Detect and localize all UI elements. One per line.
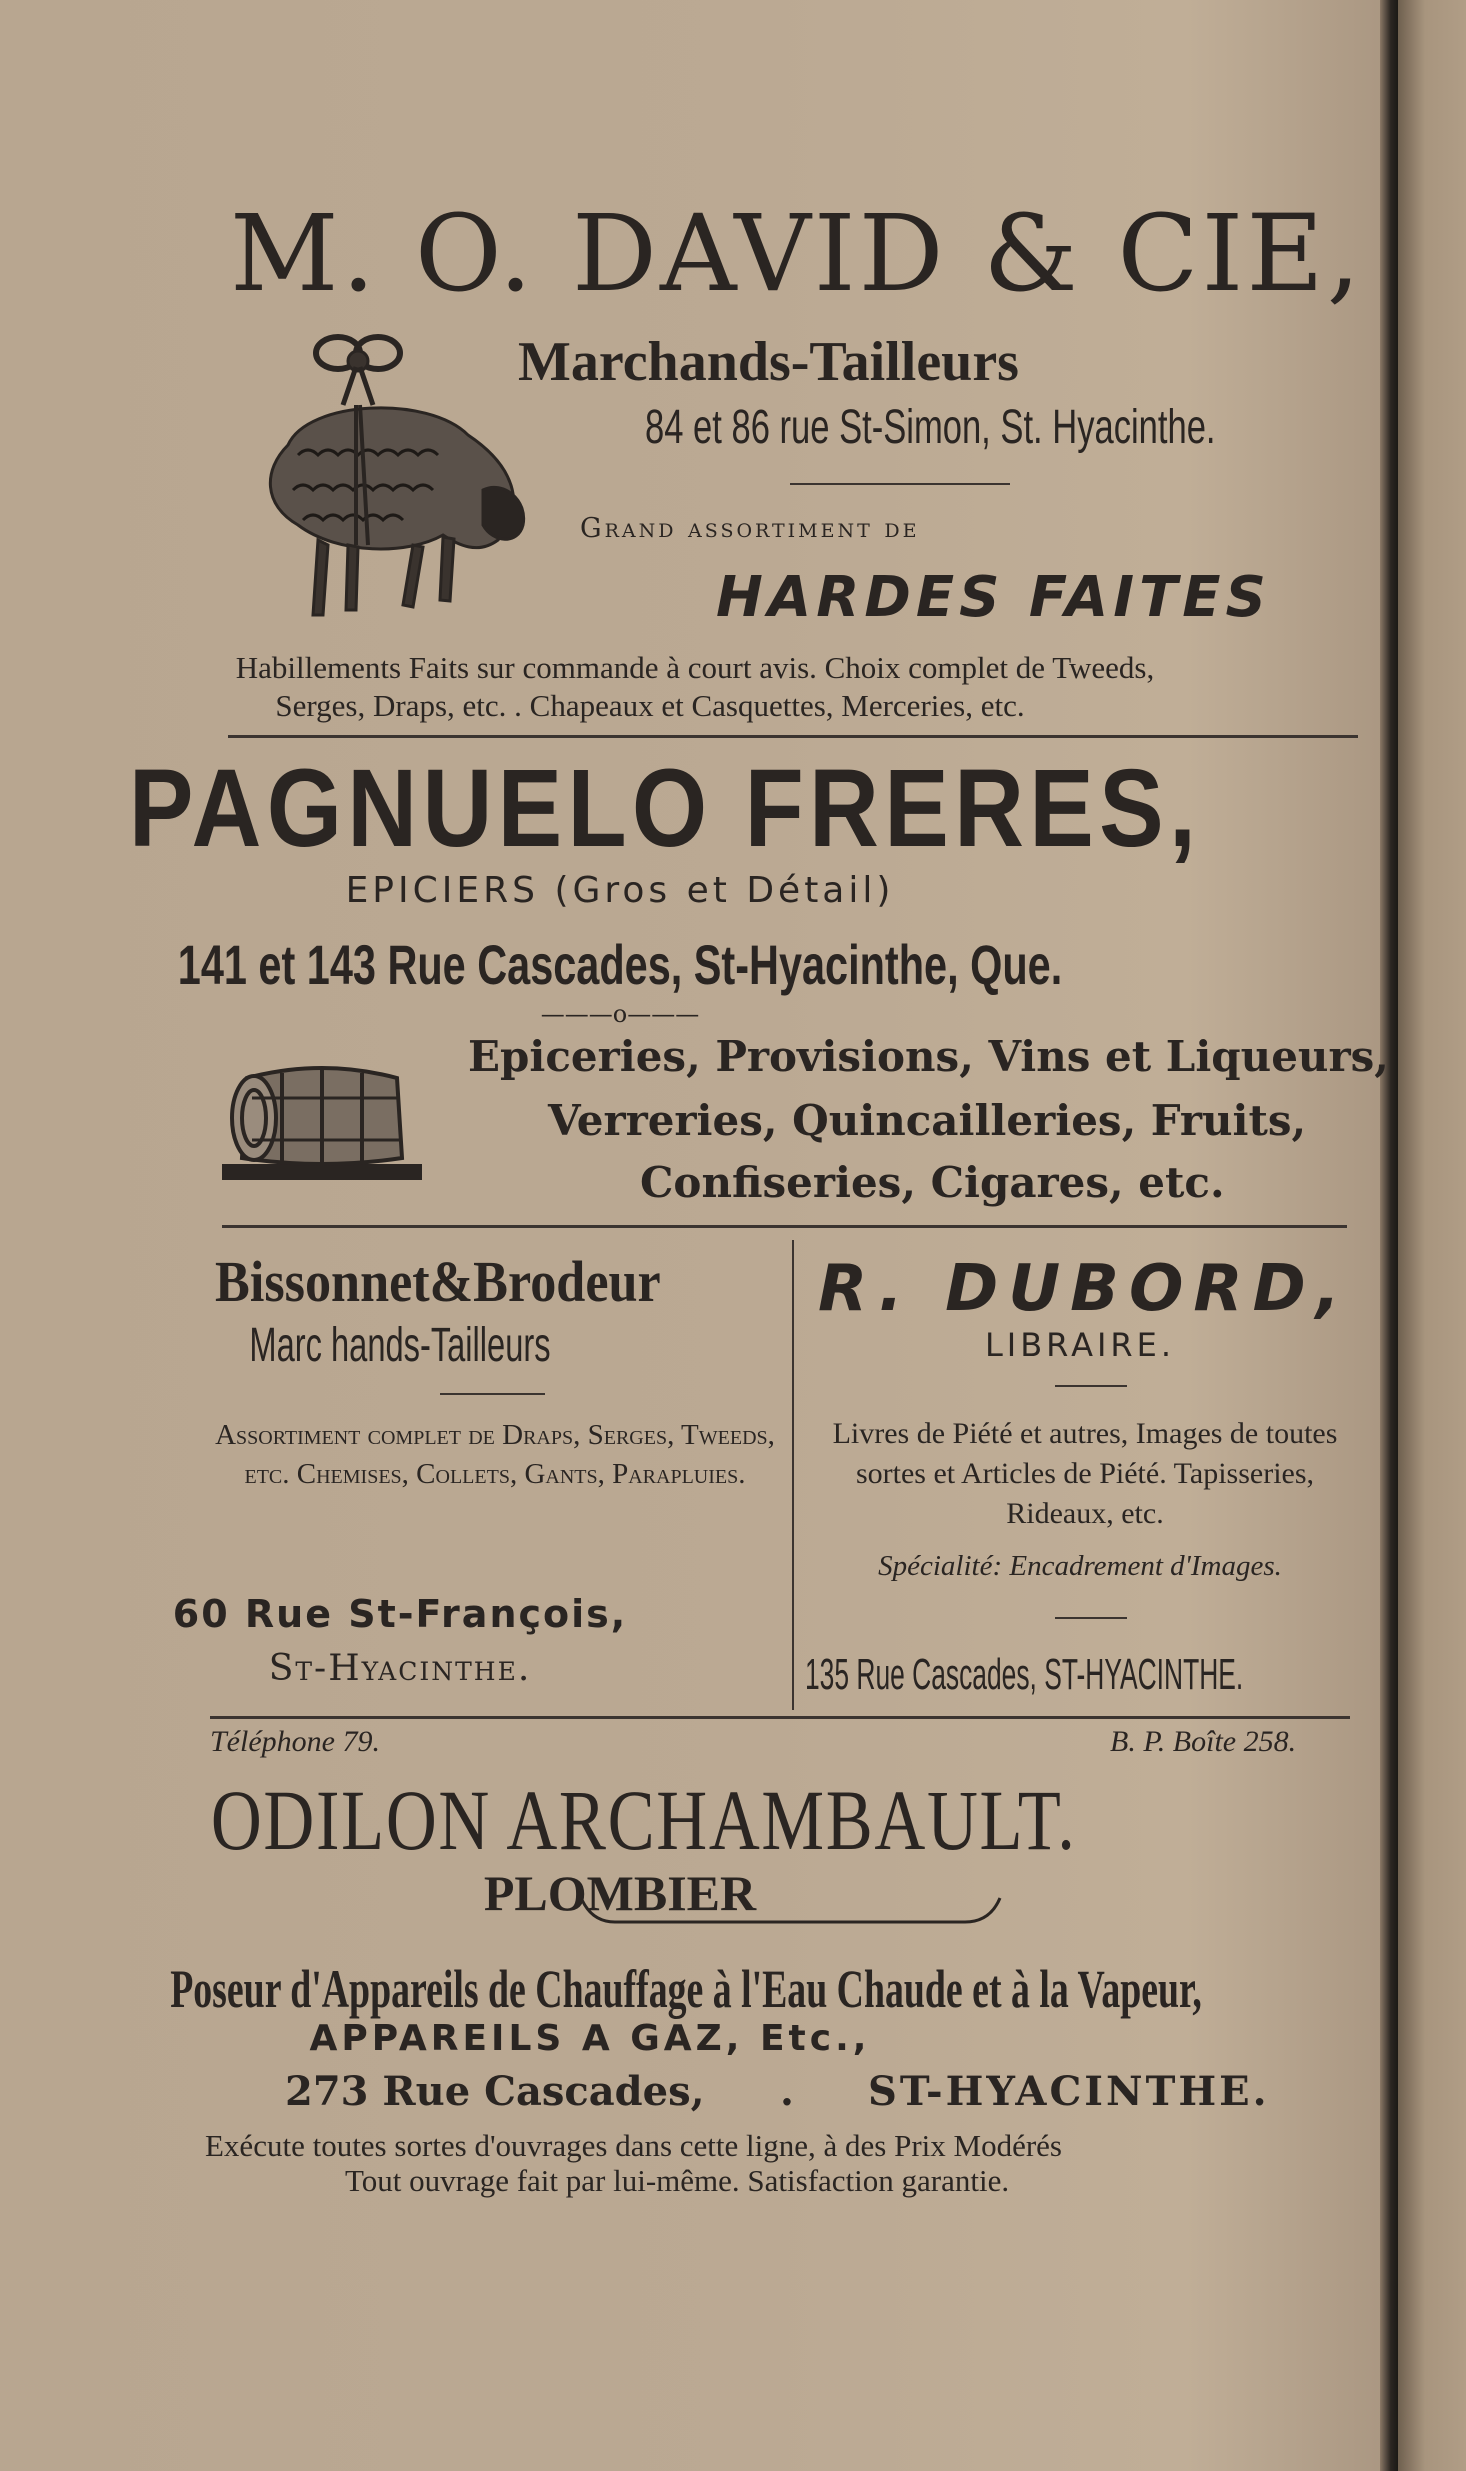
archambault-address: 273 Rue Cascades, bbox=[285, 2068, 705, 2115]
david-divider bbox=[790, 483, 1010, 485]
archambault-desc-line2: Tout ouvrage fait par lui-même. Satisfaction garantie. bbox=[345, 2163, 1010, 2198]
pagnuelo-subtitle: EPICIERS (Gros et Détail) bbox=[345, 870, 895, 911]
pagnuelo-line2: Verreries, Quincailleries, Fruits, bbox=[548, 1096, 1307, 1145]
bissonnet-city: St-Hyacinthe. bbox=[268, 1648, 532, 1689]
bissonnet-title: Bissonnet&Brodeur bbox=[215, 1249, 661, 1314]
plombier-underline bbox=[575, 1890, 1005, 1930]
column-divider bbox=[792, 1240, 794, 1710]
section-divider-3 bbox=[210, 1716, 1350, 1719]
bissonnet-description: Assortiment complet de Draps, Serges, Tweeds, etc. Chemises, Collets, Gants, Parapluies. bbox=[215, 1419, 775, 1491]
archambault-desc-line1: Exécute toutes sortes d'ouvrages dans cette ligne, à des Prix Modérés bbox=[205, 2128, 1062, 2163]
dubord-description: Livres de Piété et autres, Images de toutes sortes et Articles de Piété. Tapisseries, Rideaux, etc. bbox=[832, 1417, 1338, 1530]
archambault-telephone: Téléphone 79. bbox=[210, 1725, 380, 1758]
pagnuelo-title: PAGNUELO FRERES, bbox=[128, 747, 1202, 870]
david-headline: HARDES FAITES bbox=[716, 565, 1271, 630]
dubord-address: 135 Rue Cascades, ST-HYACINTHE. bbox=[805, 1650, 1244, 1699]
facing-page-edge bbox=[1398, 0, 1466, 2471]
bissonnet-address: 60 Rue St-François, bbox=[172, 1592, 628, 1636]
section-divider-2 bbox=[222, 1225, 1347, 1228]
archambault-line1: Poseur d'Appareils de Chauffage à l'Eau Chaude et à la Vapeur, bbox=[170, 1959, 1202, 2019]
dubord-subtitle: LIBRAIRE. bbox=[984, 1326, 1176, 1364]
archambault-title: ODILON ARCHAMBAULT. bbox=[210, 1772, 1077, 1868]
pagnuelo-address: 141 et 143 Rue Cascades, St-Hyacinthe, Que. bbox=[177, 933, 1063, 996]
sheep-icon bbox=[228, 305, 538, 635]
david-desc-line2: Serges, Draps, etc. . Chapeaux et Casquettes, Merceries, etc. bbox=[275, 688, 1025, 723]
pagnuelo-line1: Epiceries, Provisions, Vins et Liqueurs, bbox=[468, 1032, 1389, 1081]
bissonnet-divider bbox=[440, 1393, 545, 1395]
dubord-divider-1 bbox=[1055, 1385, 1127, 1387]
archambault-separator: . bbox=[780, 2068, 794, 2115]
dubord-divider-2 bbox=[1055, 1617, 1127, 1619]
archambault-subtitle: PLOMBIER bbox=[483, 1865, 757, 1921]
david-subtitle: Marchands-Tailleurs bbox=[518, 331, 1019, 393]
dubord-specialty: Spécialité: Encadrement d'Images. bbox=[878, 1550, 1282, 1582]
dubord-title: R. DUBORD, bbox=[818, 1252, 1351, 1326]
david-assortment: Grand assortiment de bbox=[580, 513, 920, 544]
archambault-line2: APPAREILS A GAZ, Etc., bbox=[309, 2018, 871, 2059]
archambault-po-box: B. P. Boîte 258. bbox=[1110, 1725, 1297, 1758]
bissonnet-subtitle: Marc hands-Tailleurs bbox=[249, 1319, 551, 1372]
barrel-icon bbox=[222, 1058, 422, 1183]
david-address: 84 et 86 rue St-Simon, St. Hyacinthe. bbox=[645, 401, 1216, 454]
pagnuelo-separator: ———o——— bbox=[540, 1000, 700, 1028]
david-title: M. O. DAVID & CIE, bbox=[230, 192, 1364, 315]
section-divider-1 bbox=[228, 735, 1358, 738]
david-desc-line1: Habillements Faits sur commande à court avis. Choix complet de Tweeds, bbox=[235, 650, 1155, 685]
book-spine bbox=[1380, 0, 1398, 2471]
pagnuelo-line3: Confiseries, Cigares, etc. bbox=[640, 1158, 1225, 1207]
archambault-city: ST-HYACINTHE. bbox=[868, 2068, 1270, 2115]
